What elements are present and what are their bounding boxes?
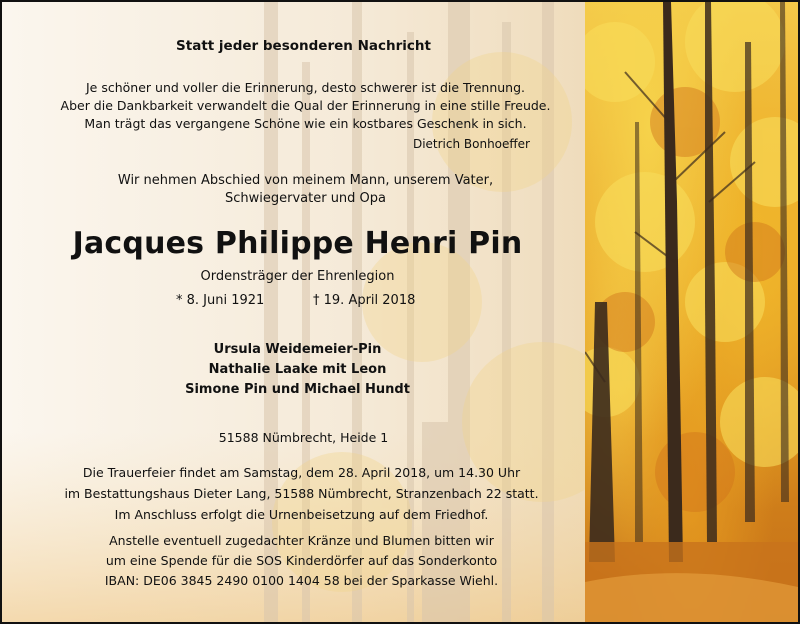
farewell-line-1: Wir nehmen Abschied von meinem Mann, unserem Vater, (117, 173, 494, 188)
farewell-line-2: Schwiegervater und Opa (224, 191, 387, 206)
notice-text (2, 2, 585, 622)
forest-trees-illustration (585, 2, 798, 622)
ceremony-line-2: im Bestattungshaus Dieter Lang, 51588 Nümbrecht, Stranzenbach 22 statt. (64, 486, 539, 501)
donation-line-2: um eine Spende für die SOS Kinderdörfer auf das Sonderkonto (105, 553, 498, 568)
quote-line-3: Man trägt das vergangene Schöne wie ein kostbares Geschenk in sich. (84, 116, 527, 131)
family-member-2: Nathalie Laake mit Leon (208, 362, 387, 377)
donation-line-3: IBAN: DE06 3845 2490 0100 1404 58 bei der Sparkasse Wiehl. (104, 573, 499, 588)
quote-author: Dietrich Bonhoeffer (412, 137, 530, 151)
death-date: † 19. April 2018 (313, 293, 416, 308)
ceremony-line-3: Im Anschluss erfolgt die Urnenbeisetzung auf dem Friedhof. (114, 507, 489, 522)
family-member-1: Ursula Weidemeier-Pin (213, 342, 382, 357)
ceremony-line-1: Die Trauerfeier findet am Samstag, dem 28. April 2018, um 14.30 Uhr (82, 465, 521, 480)
birth-date: * 8. Juni 1921 (176, 293, 265, 308)
autumn-forest-photo (585, 2, 798, 622)
deceased-name: Jacques Philippe Henri Pin (72, 226, 523, 261)
notice-header: Statt jeder besonderen Nachricht (176, 38, 431, 54)
donation-line-1: Anstelle eventuell zugedachter Kränze und Blumen bitten wir (109, 533, 494, 548)
family-member-3: Simone Pin und Michael Hundt (185, 382, 410, 397)
honor-title: Ordensträger der Ehrenlegion (200, 269, 395, 284)
family-address: 51588 Nümbrecht, Heide 1 (218, 430, 389, 445)
quote-line-2: Aber die Dankbarkeit verwandelt die Qual der Erinnerung in eine stille Freude. (60, 98, 551, 113)
quote-line-1: Je schöner und voller die Erinnerung, desto schwerer ist die Trennung. (86, 80, 525, 95)
